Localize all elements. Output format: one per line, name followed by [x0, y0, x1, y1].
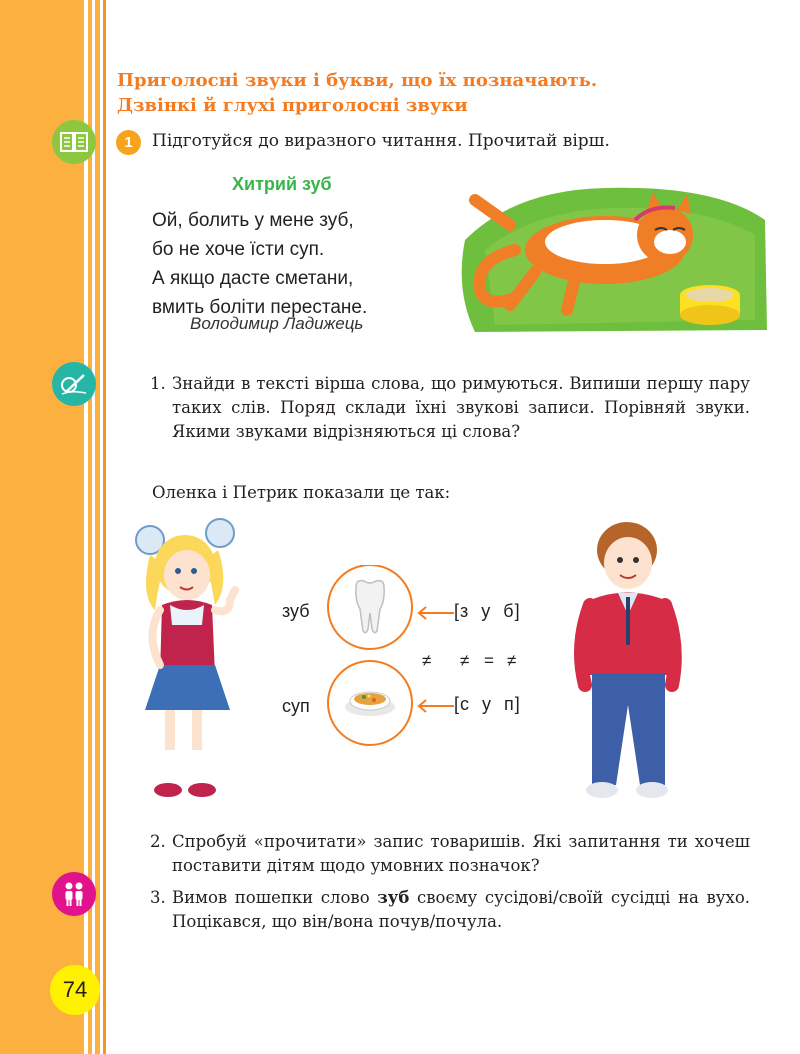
page-number: 74 — [50, 965, 100, 1015]
book-icon — [52, 120, 96, 164]
bold-word: зуб — [377, 888, 410, 907]
exercise-3 — [150, 886, 750, 934]
tooth-icon — [352, 579, 388, 635]
exercise-text — [150, 886, 750, 934]
cat-illustration — [455, 180, 770, 335]
arrow-left-icon — [416, 605, 456, 621]
pair-icon — [52, 872, 96, 916]
task-instruction: Підготуйся до виразного читання. Прочитай вірш. — [152, 131, 610, 151]
poem-line: А якщо дасте сметани, — [152, 268, 354, 289]
exercise-text: Знайди в тексті вірша слова, що римуються. Випиши першу пару таких слів. Поряд склади їхні звукові записи. Порівняй звуки. Якими звуками відрізняються ці слова? — [172, 374, 750, 441]
relation-sign: = — [484, 651, 494, 670]
word-sup: суп — [282, 696, 310, 716]
pen-icon — [52, 362, 96, 406]
girl-illustration — [130, 515, 260, 805]
sound-diagram — [270, 565, 550, 755]
sidebar-stripe — [103, 0, 106, 1054]
exercise-number: 2. — [150, 832, 166, 851]
transcription-sup: [с у п] — [454, 694, 521, 714]
arrow-left-icon — [416, 698, 456, 714]
poem-author: Володимир Ладижець — [190, 314, 364, 333]
poem-line: Ой, болить у мене зуб, — [152, 210, 354, 231]
transcription-zub: [з у б] — [454, 601, 521, 621]
text-part: своєму сусідові/своїй сусідці на вухо. Поцікався, що він/вона почув/почула. — [172, 888, 751, 931]
task-number-badge: 1 — [116, 130, 141, 155]
word-zub: зуб — [282, 601, 310, 621]
title-line-2: Дзвінкі й глухі приголосні звуки — [117, 95, 468, 116]
exercise-1 — [150, 372, 750, 444]
text-part: Вимов пошепки слово — [172, 888, 378, 907]
exercise-number: 1. — [150, 374, 166, 393]
poem-body — [152, 206, 367, 322]
shown-text: Оленка і Петрик показали це так: — [152, 483, 451, 502]
exercise-2 — [150, 830, 750, 878]
poem-line: вмить боліти перестане. — [152, 297, 368, 318]
poem-line: бо не хоче їсти суп. — [152, 239, 325, 260]
relation-sign: ≠ — [507, 651, 517, 670]
relation-sign: ≠ — [460, 651, 470, 670]
relation-sign: ≠ — [422, 651, 432, 670]
boy-illustration — [570, 515, 700, 805]
poem-title: Хитрий зуб — [232, 174, 332, 194]
page-title — [117, 68, 597, 118]
title-line-1: Приголосні звуки і букви, що їх позначають. — [117, 70, 598, 91]
exercise-text: Спробуй «прочитати» запис товаришів. Які запитання ти хочеш поставити дітям щодо умовних позначок? — [172, 832, 750, 875]
exercise-number: 3. — [150, 888, 166, 907]
soup-bowl-icon — [344, 683, 396, 723]
